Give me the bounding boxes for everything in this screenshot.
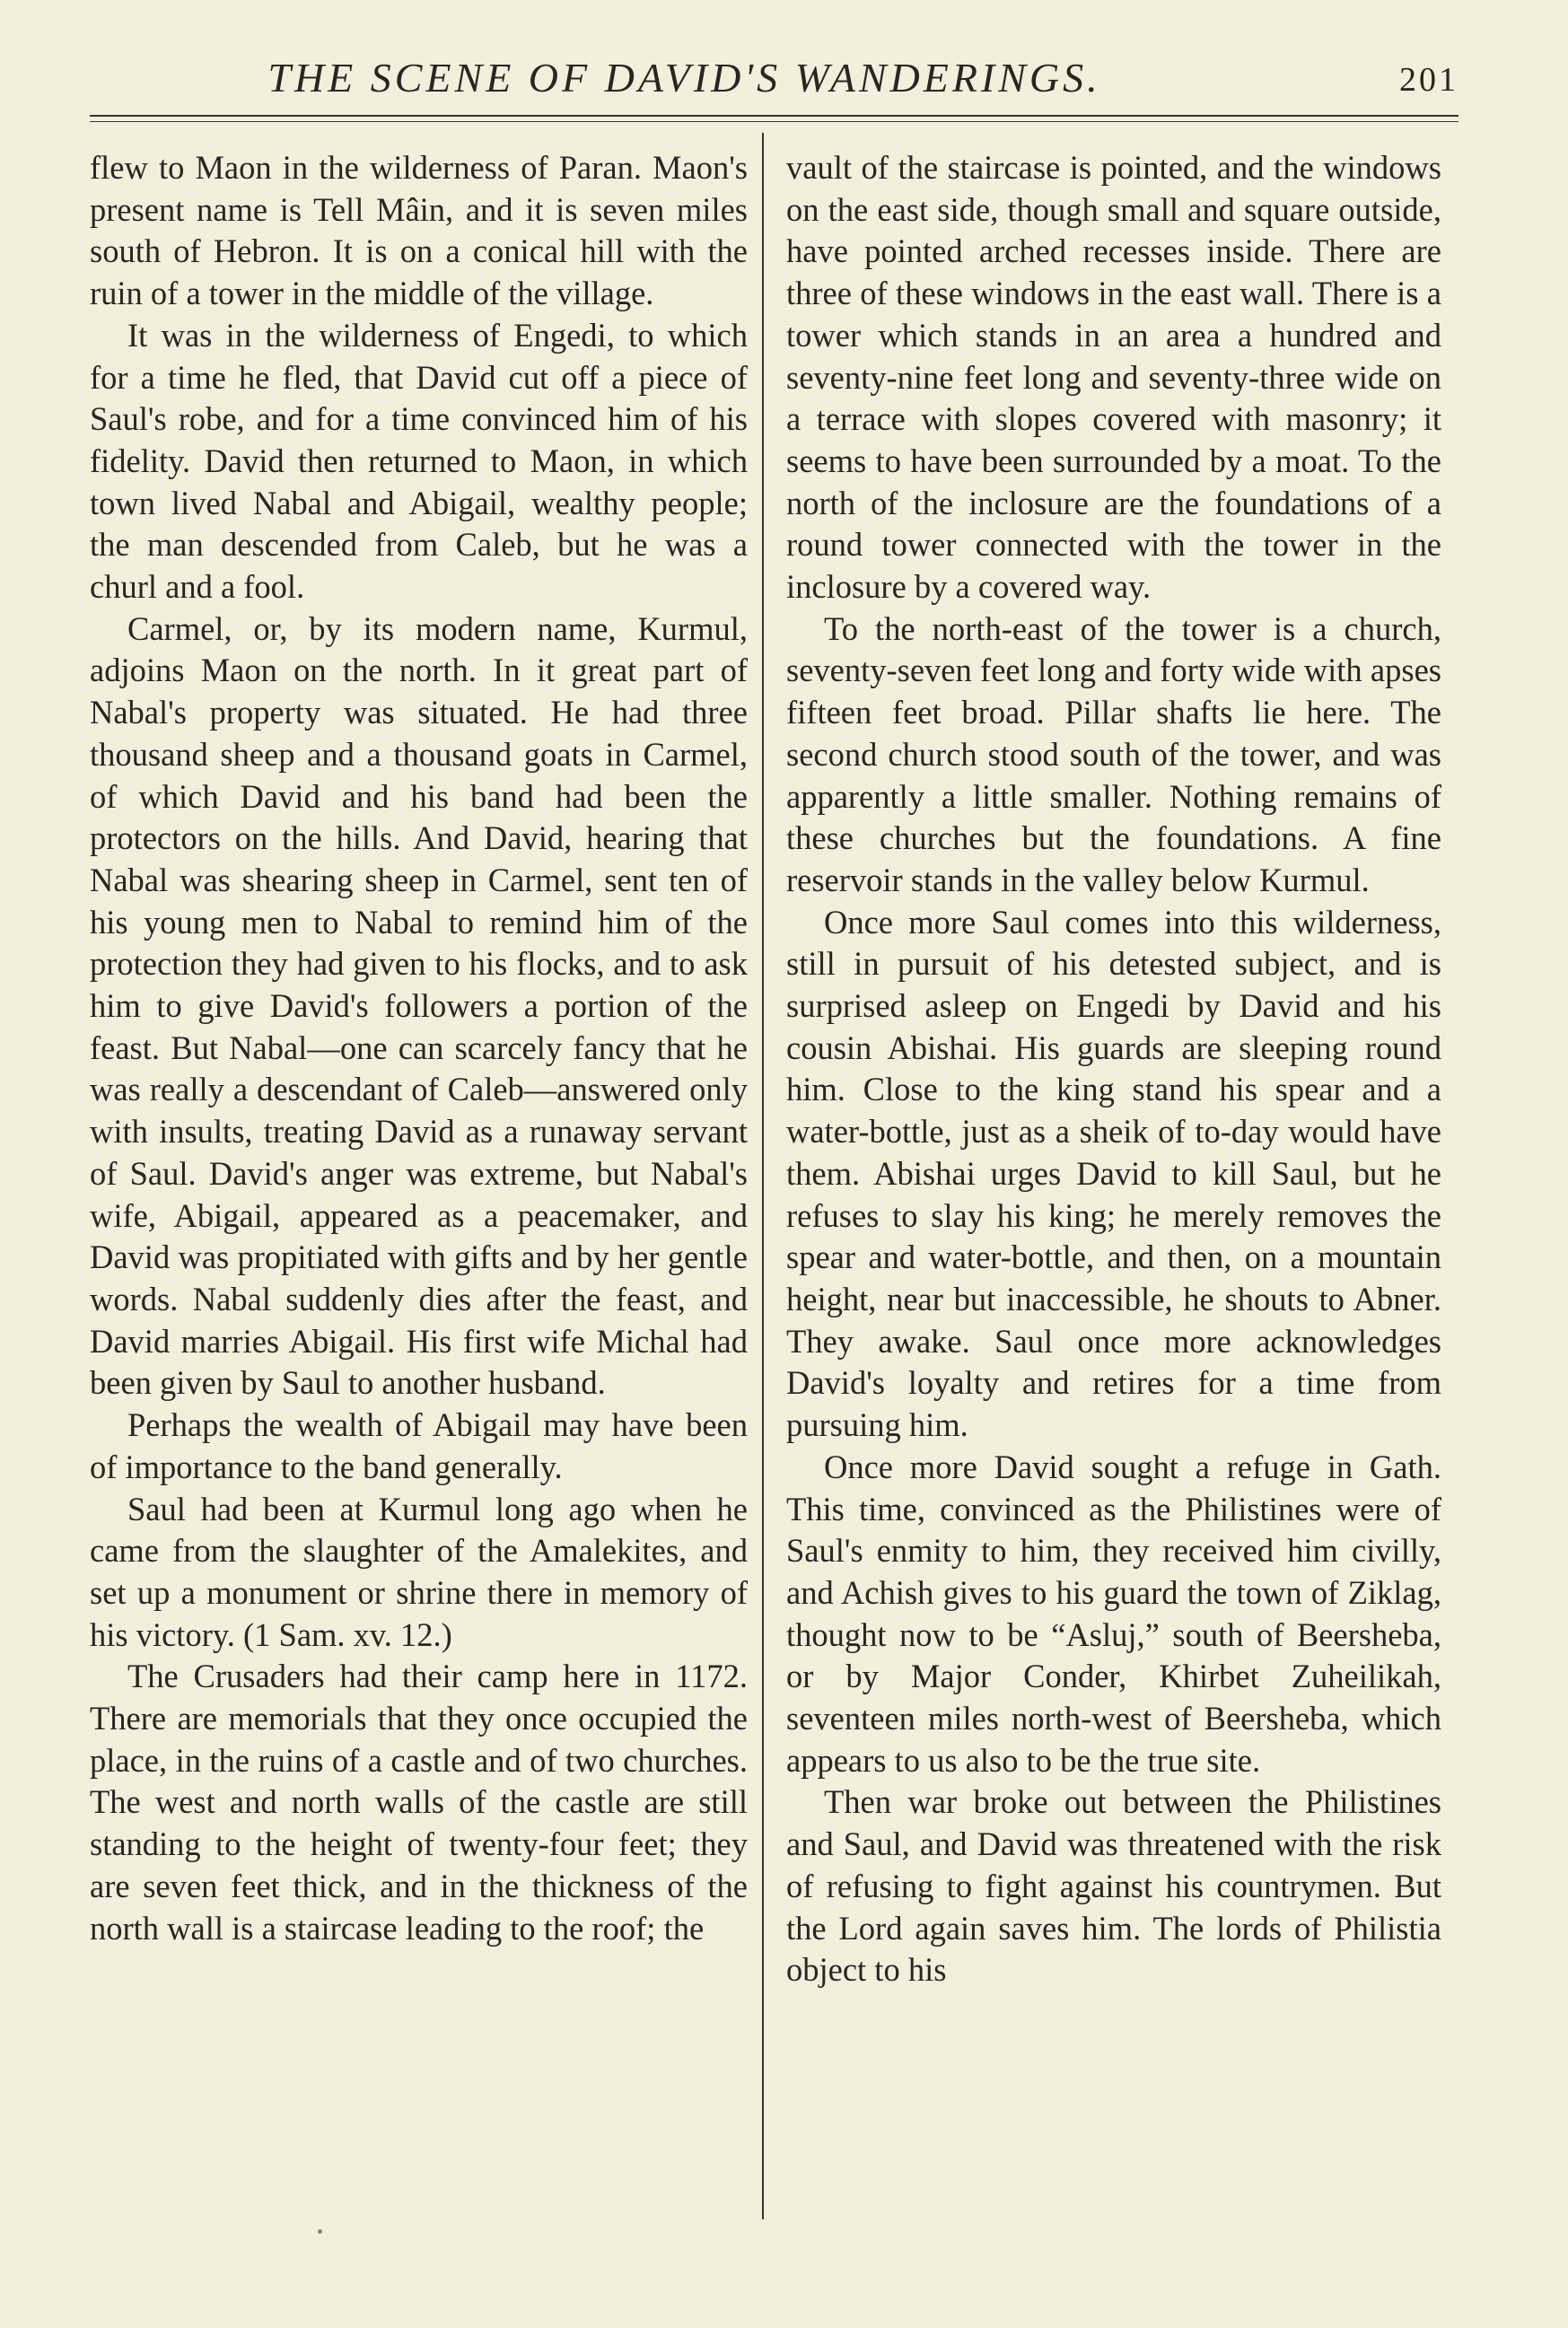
paragraph: The Crusaders had their camp here in 1172. There are memorials that they once occupied the place, in the ruins of a castle and of two churches. The west and north walls of the castle are still standing to the height of twenty-four feet; they are seven feet thick, and in the thickness of the north wall is a staircase leading to the roof; the bbox=[90, 1658, 748, 1947]
paragraph: Perhaps the wealth of Abigail may have been of importance to the band generally. bbox=[90, 1406, 748, 1485]
paragraph: Carmel, or, by its modern name, Kurmul, adjoins Maon on the north. In it great part of Nabal's property was situated. He had three thousand sheep and a thousand goats in Carmel, of which David and his band had been the protectors on the hills. And David, hearing that Nabal was shearing sheep in Carmel, sent ten of his young men to Nabal to remind him of the protection they had given to his flocks, and to ask him to give David's followers a portion of the feast. But Nabal—one can scarcely fancy that he was really a descendant of Caleb—answered only with insults, treating David as a runaway servant of Saul. David's anger was extreme, but Nabal's wife, Abigail, appeared as a peacemaker, and David was propitiated with gifts and by her gentle words. Nabal suddenly dies after the feast, and David marries Abigail. His first wife Michal had been given by Saul to another husband. bbox=[90, 609, 748, 1402]
print-speck bbox=[318, 2229, 322, 2234]
paragraph: Then war broke out between the Philistines and Saul, and David was threatened with the risk of refusing to fight against his countrymen. But the Lord again saves him. The lords of Philistia object to his bbox=[786, 1783, 1441, 1989]
right-column bbox=[786, 147, 1441, 1991]
paragraph: flew to Maon in the wilderness of Paran. Maon's present name is Tell Mâin, and it is seven miles south of Hebron. It is on a conical hill with the ruin of a tower in the middle of the village. bbox=[90, 149, 748, 312]
paragraph: Saul had been at Kurmul long ago when he came from the slaughter of the Amalekites, and set up a monument or shrine there in memory of his victory. (1 Sam. xv. 12.) bbox=[90, 1490, 748, 1653]
column-divider bbox=[762, 133, 764, 2219]
paragraph: Once more Saul comes into this wilderness, still in pursuit of his detested subject, and is surprised asleep on Engedi by David and his cousin Abishai. His guards are sleeping round him. Close to the king stand his spear and a water-bottle, just as a sheik of to-day would have them. Abishai urges David to kill Saul, but he refuses to slay his king; he merely removes the spear and water-bottle, and then, on a mountain height, near but inaccessible, he shouts to Abner. They awake. Saul once more acknowledges David's loyalty and retires for a time from pursuing him. bbox=[786, 903, 1441, 1444]
header-rule bbox=[90, 115, 1459, 122]
page-header bbox=[90, 47, 1459, 109]
running-head: THE SCENE OF DAVID'S WANDERINGS. bbox=[267, 55, 1101, 101]
page-number: 201 bbox=[1399, 61, 1459, 99]
paragraph: Once more David sought a refuge in Gath. This time, convinced as the Philistines were of Saul's enmity to him, they received him civilly, and Achish gives to his guard the town of Ziklag, thought now to be “Asluj,” south of Beersheba, or by Major Conder, Khirbet Zuheilikah, seventeen miles north-west of Beersheba, which appears to us also to be the true site. bbox=[786, 1448, 1441, 1779]
left-column bbox=[90, 147, 748, 1949]
paragraph: vault of the staircase is pointed, and the windows on the east side, though small and square outside, have pointed arched recesses inside. There are three of these windows in the east wall. There is a tower which stands in an area a hundred and seventy-nine feet long and seventy-three wide on a terrace with slopes covered with masonry; it seems to have been surrounded by a moat. To the north of the inclosure are the foundations of a round tower connected with the tower in the inclosure by a covered way. bbox=[786, 149, 1441, 606]
paragraph: To the north-east of the tower is a church, seventy-seven feet long and forty wide with apses fifteen feet broad. Pillar shafts lie here. The second church stood south of the tower, and was apparently a little smaller. Nothing remains of these churches but the foundations. A fine reservoir stands in the valley below Kurmul. bbox=[786, 609, 1441, 898]
paragraph: It was in the wilderness of Engedi, to which for a time he fled, that David cut off a piece of Saul's robe, and for a time convinced him of his fidelity. David then returned to Maon, in which town lived Nabal and Abigail, wealthy people; the man descended from Caleb, but he was a churl and a fool. bbox=[90, 316, 748, 606]
